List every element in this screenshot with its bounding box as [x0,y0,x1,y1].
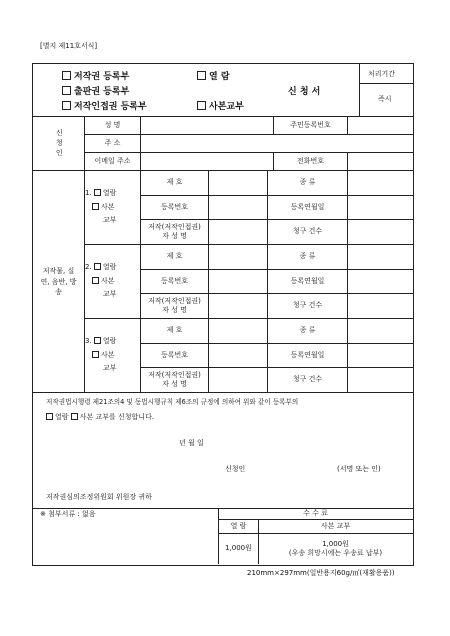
work-author-label: 저작(저작인접권) 자 성 명 [148,222,201,240]
checkbox-icon[interactable] [94,189,101,196]
work-option-issue-3: 교부 [103,364,117,372]
fee-view-label: 열 람 [230,521,247,530]
statement-area [33,393,412,508]
application-date: 년 월 일 [179,439,204,447]
name-label: 성 명 [104,120,121,129]
name-field[interactable] [141,117,273,134]
rrn-label: 주민등록번호 [290,120,331,129]
statement-text: 저작권법시행령 제21조의4 및 동법시행규칙 제6조의 규정에 의하여 위와 같이 등록부의 [46,398,299,406]
work-option-issue-1: 교부 [103,216,117,224]
work-title-label: 제 호 [166,326,183,335]
form-code: [별지 제11호서식] [40,42,98,50]
work-option-issue-2: 교부 [103,290,117,298]
option-neighboring-register[interactable]: 저작인접권 등록부 [62,101,147,112]
work-count-label: 청구 건수 [292,301,323,310]
phone-label: 전화번호 [296,156,325,165]
checkbox-icon[interactable] [92,351,99,358]
checkbox-icon[interactable] [94,263,101,270]
work-regdate-label: 등록연월일 [290,350,325,359]
option-copy[interactable]: 사본교부 [197,101,244,112]
email-label: 이메일 주소 [94,156,131,165]
work-option-view-1[interactable]: 1. 열람 [85,189,117,197]
work-regno-label: 등록번호 [160,202,189,211]
checkbox-icon[interactable] [46,413,53,420]
paper-spec: 210mm×297mm(일반용지60g/㎡(재활용품)) [247,569,395,577]
work-option-copy-1[interactable]: 사본 [92,203,115,211]
work-type-label: 종 류 [299,326,316,335]
checkbox-icon[interactable] [62,101,71,110]
form-title: 신 청 서 [288,87,321,97]
processing-period-label: 처리기간 [368,70,396,78]
checkbox-icon[interactable] [62,86,71,95]
statement-options: 열람 사본 교부를 신청합니다. [46,413,154,421]
work-count-label: 청구 건수 [292,375,323,384]
rrn-field[interactable] [348,117,412,134]
signature-hint: (서명 또는 인) [337,465,381,473]
applicant-section-label: 신청인 [55,128,64,159]
applicant-sign-label: 신청인 [225,465,246,473]
checkbox-icon[interactable] [92,203,99,210]
phone-field[interactable] [348,153,412,170]
fee-header: 수 수 료 [303,509,328,518]
checkbox-icon[interactable] [197,71,206,80]
address-field[interactable] [141,135,412,152]
address-label: 주 소 [104,138,121,147]
work-regno-label: 등록번호 [160,276,189,285]
fee-copy-amount: 1,000원 (우송 희망시에는 우송료 납부) [288,539,383,557]
fee-view-amount: 1,000원 [225,544,252,553]
option-copyright-register[interactable]: 저작권 등록부 [62,71,129,82]
work-regdate-label: 등록연월일 [290,276,325,285]
work-option-copy-2[interactable]: 사본 [92,277,115,285]
work-option-copy-3[interactable]: 사본 [92,351,115,359]
work-title-label: 제 호 [166,178,183,187]
processing-period-value: 즉시 [378,95,392,103]
statement-view-option[interactable]: 열람 [55,413,69,421]
works-section-label: 저작물, 실연, 음반, 방송 [40,267,77,297]
option-publication-register[interactable]: 출판권 등록부 [62,86,129,97]
work-regdate-label: 등록연월일 [290,202,325,211]
checkbox-icon[interactable] [71,413,78,420]
work-title-label: 제 호 [166,252,183,261]
checkbox-icon[interactable] [94,337,101,344]
checkbox-icon[interactable] [197,101,206,110]
work-type-label: 종 류 [299,178,316,187]
work-item-1 [85,171,140,244]
work-author-label: 저작(저작인접권) 자 성 명 [148,370,201,388]
work-option-view-3[interactable]: 3. 열람 [85,337,117,345]
checkbox-icon[interactable] [92,277,99,284]
checkbox-icon[interactable] [62,71,71,80]
work-author-label: 저작(저작인접권) 자 성 명 [148,296,201,314]
work-regno-label: 등록번호 [160,350,189,359]
option-view[interactable]: 열 람 [197,71,230,82]
recipient: 저작권심의조정위원회 위원장 귀하 [46,493,152,501]
work-item-2 [85,245,140,318]
fee-copy-label: 사본 교부 [320,521,351,530]
work-item-3 [85,319,140,392]
attachments-note: ※ 첨부서류 : 없음 [40,510,96,518]
work-count-label: 청구 건수 [292,227,323,236]
work-option-view-2[interactable]: 2. 열람 [85,263,117,271]
work-type-label: 종 류 [299,252,316,261]
email-field[interactable] [141,153,273,170]
